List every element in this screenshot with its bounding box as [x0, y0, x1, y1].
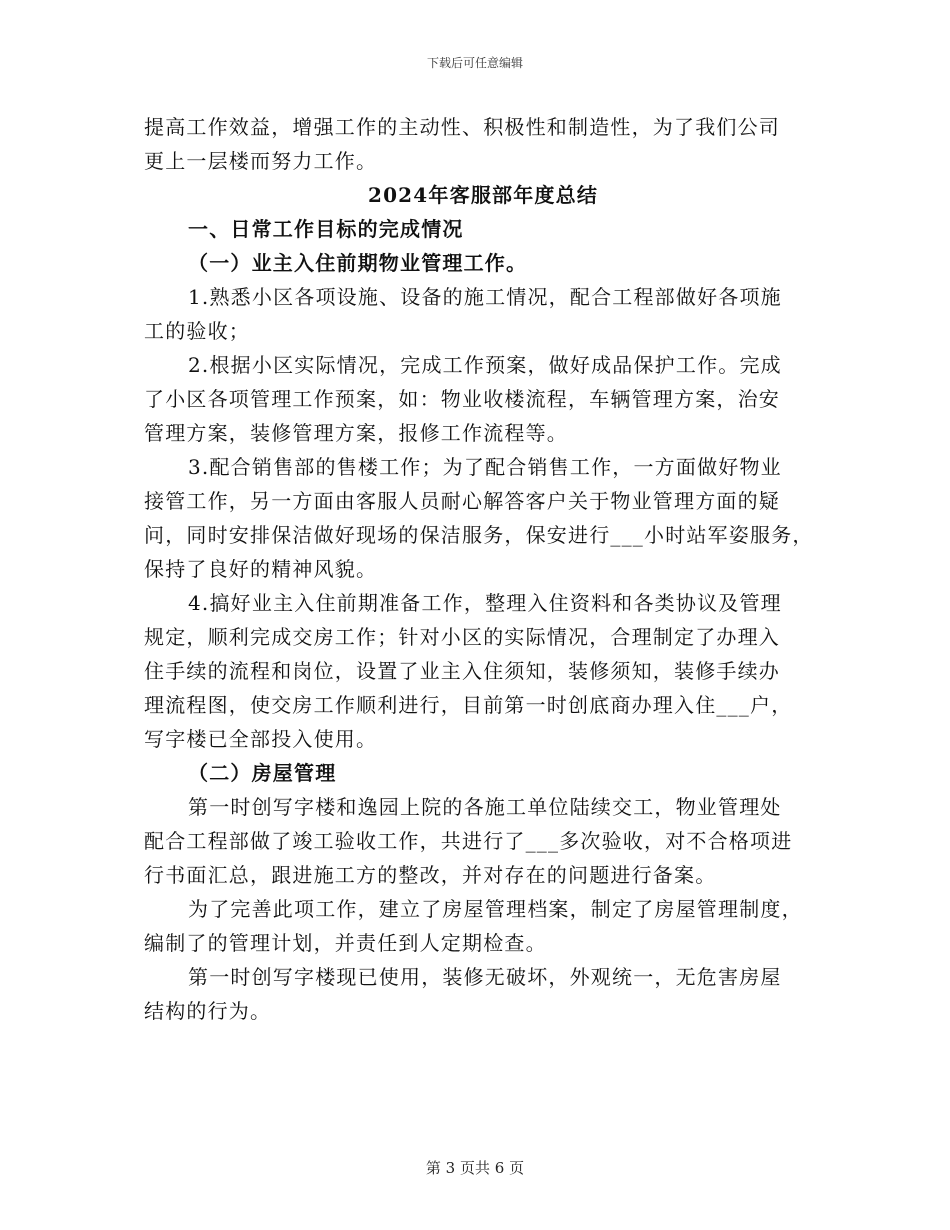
document-title: 2024年客服部年度总结	[367, 183, 599, 207]
paragraph-line: 工的验收；	[144, 319, 250, 343]
paragraph-line: 理流程图，使交房工作顺利进行，目前第一时创底商办理入住___户，	[144, 693, 793, 717]
paragraph-line: 问，同时安排保洁做好现场的保洁服务，保安进行___小时站军姿服务，	[144, 523, 814, 547]
paragraph-line: 管理方案，装修管理方案，报修工作流程等。	[144, 421, 568, 445]
section-heading: 一、日常工作目标的完成情况	[188, 217, 464, 241]
page-header: 下载后可任意编辑	[426, 56, 523, 70]
paragraph-line: 行书面汇总，跟进施工方的整改，并对存在的问题进行备案。	[144, 863, 717, 887]
paragraph-line: 接管工作，另一方面由客服人员耐心解答客户关于物业管理方面的疑	[144, 489, 780, 513]
paragraph-line: 第一时创写字楼和逸园上院的各施工单位陆续交工，物业管理处	[188, 795, 782, 819]
subsection-heading: （二）房屋管理	[188, 761, 337, 785]
paragraph-line: 保持了良好的精神风貌。	[144, 557, 378, 581]
paragraph-line: 3.配合销售部的售楼工作；为了配合销售工作，一方面做好物业	[188, 455, 782, 479]
document-body	[144, 110, 812, 1028]
paragraph-line: 写字楼已全部投入使用。	[144, 727, 378, 751]
paragraph-line: 编制了的管理计划，并责任到人定期检查。	[144, 931, 547, 955]
paragraph-line: 2.根据小区实际情况，完成工作预案，做好成品保护工作。完成	[188, 353, 782, 377]
paragraph-line: 了小区各项管理工作预案，如：物业收楼流程，车辆管理方案，治安	[144, 387, 780, 411]
paragraph-line: 结构的行为。	[144, 999, 272, 1023]
paragraph-line: 配合工程部做了竣工验收工作，共进行了___多次验收，对不合格项进	[144, 829, 793, 853]
paragraph-line: 4.搞好业主入住前期准备工作，整理入住资料和各类协议及管理	[188, 591, 782, 615]
paragraph-line: 为了完善此项工作，建立了房屋管理档案，制定了房屋管理制度，	[188, 897, 803, 921]
page-footer: 第 3 页共 6 页	[425, 1159, 525, 1177]
paragraph-line: 更上一层楼而努力工作。	[144, 149, 378, 173]
paragraph-line: 住手续的流程和岗位，设置了业主入住须知，装修须知，装修手续办	[144, 659, 780, 683]
paragraph-line: 1.熟悉小区各项设施、设备的施工情况，配合工程部做好各项施	[188, 285, 782, 309]
paragraph-line: 第一时创写字楼现已使用，装修无破坏，外观统一，无危害房屋	[188, 965, 782, 989]
paragraph-line: 规定，顺利完成交房工作；针对小区的实际情况，合理制定了办理入	[144, 625, 780, 649]
paragraph-line: 提高工作效益，增强工作的主动性、积极性和制造性，为了我们公司	[144, 115, 780, 139]
subsection-heading: （一）业主入住前期物业管理工作。	[188, 251, 528, 275]
